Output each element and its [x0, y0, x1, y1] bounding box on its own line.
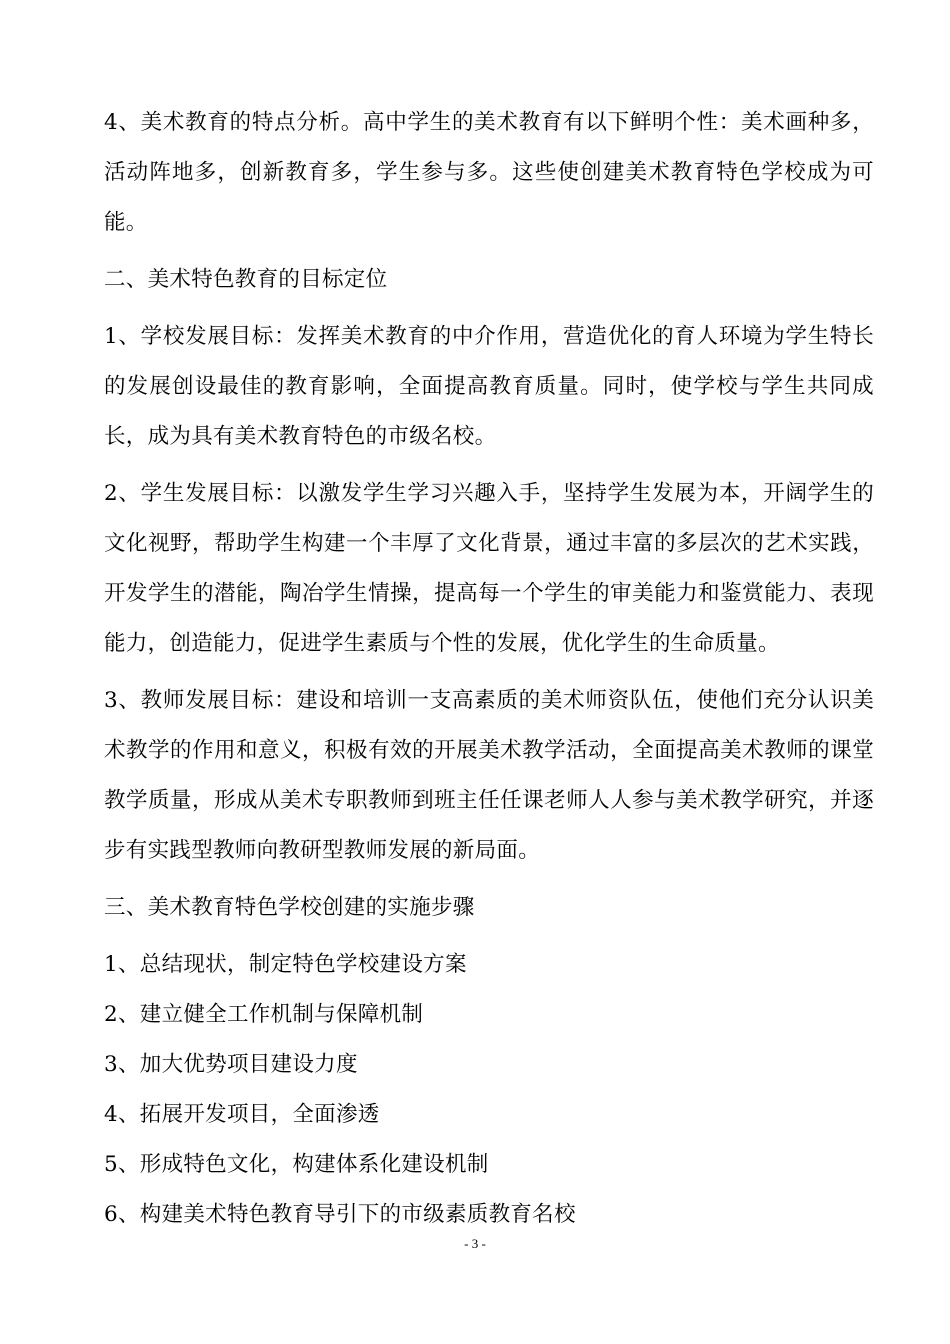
document-body [104, 98, 874, 1240]
paragraph-school-development-goal: 1、学校发展目标：发挥美术教育的中介作用，营造优化的育人环境为学生特长的发展创设最佳的教育影响，全面提高教育质量。同时，使学校与学生共同成长，成为具有美术教育特色的市级名校。 [104, 324, 874, 449]
list-item: 3、加大优势项目建设力度 [104, 1052, 358, 1077]
list-item: 4、拓展开发项目，全面渗透 [104, 1102, 380, 1127]
list-item: 5、形成特色文化，构建体系化建设机制 [104, 1152, 489, 1177]
steps-list [104, 940, 874, 1240]
paragraph-art-education-characteristics: 4、美术教育的特点分析。高中学生的美术教育有以下鲜明个性：美术画种多，活动阵地多，创新教育多，学生参与多。这些使创建美术教育特色学校成为可能。 [104, 110, 874, 235]
paragraph-student-development-goal: 2、学生发展目标：以激发学生学习兴趣入手，坚持学生发展为本，开阔学生的文化视野，帮助学生构建一个丰厚了文化背景，通过丰富的多层次的艺术实践，开发学生的潜能，陶冶学生情操，提高每一个学生的审美能力和鉴赏能力、表现能力，创造能力，促进学生素质与个性的发展，优化学生的生命质量。 [104, 481, 874, 656]
list-item: 2、建立健全工作机制与保障机制 [104, 1002, 424, 1027]
section-heading-implementation-steps: 三、美术教育特色学校创建的实施步骤 [104, 895, 475, 920]
list-item: 1、总结现状，制定特色学校建设方案 [104, 952, 467, 977]
list-item: 6、构建美术特色教育导引下的市级素质教育名校 [104, 1202, 576, 1227]
section-heading-goal-positioning: 二、美术特色教育的目标定位 [104, 267, 388, 292]
page-number: - 3 - [464, 1236, 486, 1251]
paragraph-teacher-development-goal: 3、教师发展目标：建设和培训一支高素质的美术师资队伍，使他们充分认识美术教学的作用和意义，积极有效的开展美术教学活动，全面提高美术教师的课堂教学质量，形成从美术专职教师到班主任任课老师人人参与美术教学研究，并逐步有实践型教师向教研型教师发展的新局面。 [104, 688, 874, 863]
